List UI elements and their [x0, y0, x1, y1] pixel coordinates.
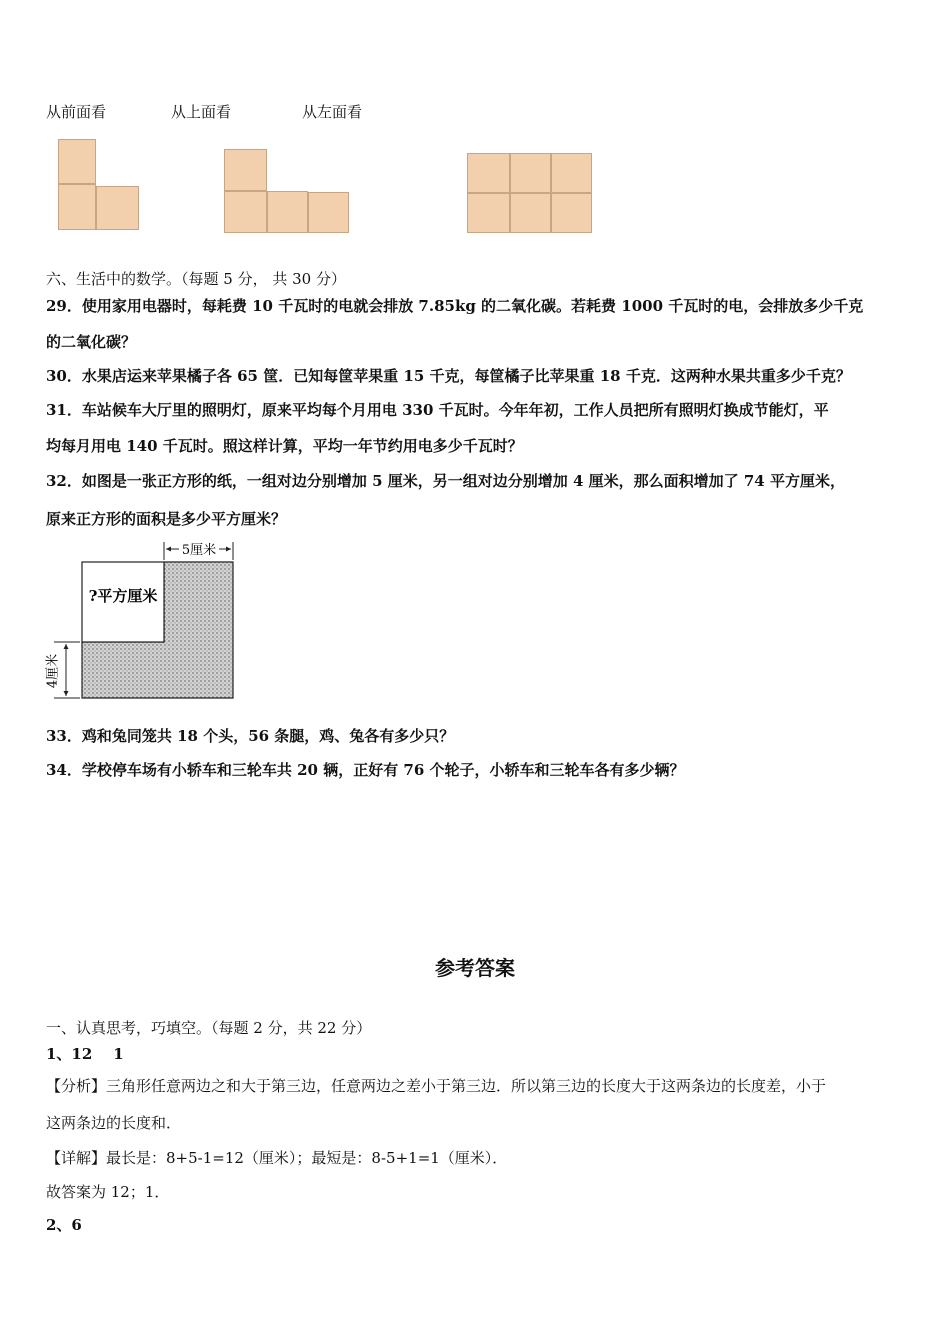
conclusion-line: 故答案为 12；1．	[46, 1183, 170, 1201]
arrow-head	[64, 691, 69, 696]
answer-2: 2、6	[46, 1216, 82, 1234]
top-view-label: 从上面看	[171, 103, 232, 121]
top-view-square	[267, 191, 308, 233]
left-view-square	[551, 193, 592, 233]
arrow-head	[226, 547, 231, 552]
left-view-square	[510, 153, 551, 193]
left-view-square	[467, 193, 510, 233]
question-29-line1: 29．使用家用电器时，每耗费 10 千瓦时的电就会排放 7.85kg 的二氧化碳。若耗费 1000 千瓦时的电，会排放多少千克	[46, 297, 864, 315]
front-view-square	[58, 139, 96, 184]
section6-heading: 六、生活中的数学。（每题 5 分， 共 30 分）	[46, 270, 346, 288]
arrow-head	[64, 644, 69, 649]
front-view-square	[58, 184, 96, 230]
answers-section1-heading: 一、认真思考，巧填空。（每题 2 分，共 22 分）	[46, 1019, 372, 1037]
detail-line: 【详解】最长是：8+5-1=12（厘米）；最短是：8-5+1=1（厘米）．	[46, 1149, 508, 1167]
top-view-square	[224, 149, 267, 191]
analysis-line2: 这两条边的长度和．	[46, 1114, 182, 1132]
left-view-label: 从左面看	[302, 103, 363, 121]
arrow-head	[166, 547, 171, 552]
question-31-line1: 31．车站候车大厅里的照明灯，原来平均每个月用电 330 千瓦时。今年年初，工作人员把所有照明灯换成节能灯，平	[46, 401, 829, 419]
question-29-line2: 的二氧化碳？	[46, 333, 137, 351]
question-30: 30．水果店运来苹果橘子各 65 筐．已知每筐苹果重 15 千克，每筐橘子比苹果重 18 千克．这两种水果共重多少千克？	[46, 367, 851, 385]
square-paper-figure	[40, 536, 250, 708]
question-31-line2: 均每月用电 140 千瓦时。照这样计算，平均一年节约用电多少千瓦时？	[46, 437, 523, 455]
top-view-square	[308, 192, 349, 233]
answer-1: 1、12 1	[46, 1045, 124, 1063]
top-dim-label: 5厘米	[181, 543, 217, 558]
front-view-label: 从前面看	[46, 103, 107, 121]
side-dim-label: 4厘米	[45, 653, 61, 689]
question-32-line1: 32．如图是一张正方形的纸，一组对边分别增加 5 厘米，另一组对边分别增加 4 厘米，那么面积增加了 74 平方厘米，	[46, 472, 845, 490]
left-view-square	[467, 153, 510, 193]
top-view-square	[224, 191, 267, 233]
left-view-square	[510, 193, 551, 233]
front-view-square	[96, 186, 139, 230]
answers-title: 参考答案	[435, 956, 515, 980]
question-33: 33．鸡和兔同笼共 18 个头，56 条腿，鸡、兔各有多少只？	[46, 727, 455, 745]
question-32-line2: 原来正方形的面积是多少平方厘米？	[46, 510, 287, 528]
analysis-line1: 【分析】三角形任意两边之和大于第三边，任意两边之差小于第三边．所以第三边的长度大于这两条边的长度差，小于	[46, 1077, 827, 1095]
question-34: 34．学校停车场有小轿车和三轮车共 20 辆，正好有 76 个轮子，小轿车和三轮车各有多少辆？	[46, 761, 685, 779]
inner-area-label: ?平方厘米	[88, 587, 158, 605]
left-view-square	[551, 153, 592, 193]
